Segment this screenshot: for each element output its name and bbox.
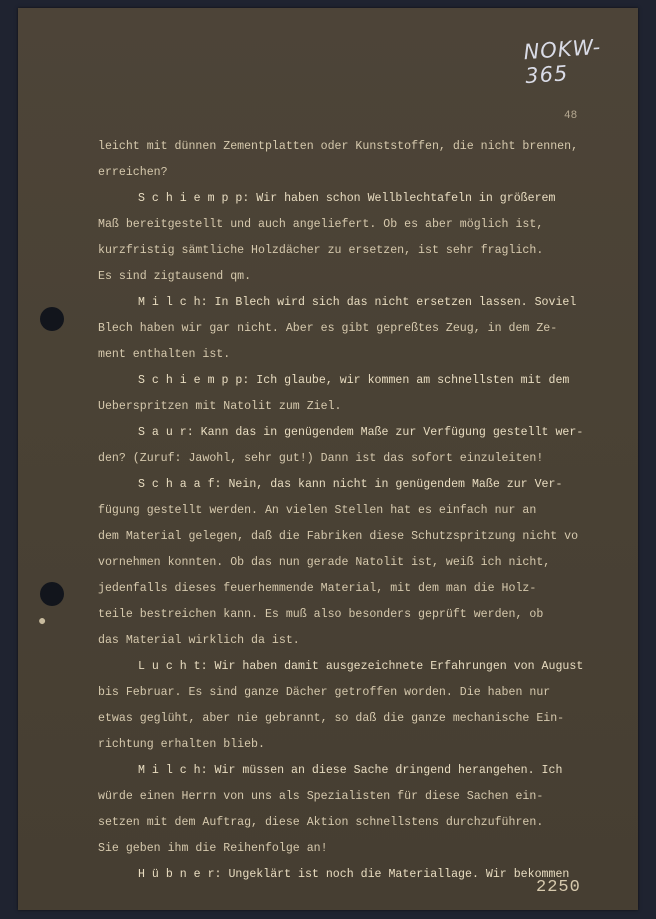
text-line: fügung gestellt werden. An vielen Stellen hat es einfach nur an [98,504,537,517]
text-line: teile bestreichen kann. Es muß also besonders geprüft werden, ob [98,608,544,621]
punch-hole-top [40,307,64,331]
text-line: setzen mit dem Auftrag, diese Aktion schnellstens durchzuführen. [98,816,544,829]
footer-number: 2250 [536,878,581,897]
text-line: M i l c h: Wir müssen an diese Sache dringend herangehen. Ich [138,764,563,777]
text-line: S c h a a f: Nein, das kann nicht in genügendem Maße zur Ver- [138,478,563,491]
text-line: etwas geglüht, aber nie gebrannt, so daß die ganze mechanische Ein- [98,712,565,725]
text-line: dem Material gelegen, daß die Fabriken diese Schutzspritzung nicht vo [98,530,579,543]
text-line: Ueberspritzen mit Natolit zum Ziel. [98,400,342,413]
text-line: Blech haben wir gar nicht. Aber es gibt gepreßtes Zeug, in dem Ze- [98,322,558,335]
text-line: S a u r: Kann das in genügendem Maße zur Verfügung gestellt wer- [138,426,584,439]
text-line: den? (Zuruf: Jawohl, sehr gut!) Dann ist das sofort einzuleiten! [98,452,544,465]
margin-mark: ● [38,614,47,630]
text-line: Sie geben ihm die Reihenfolge an! [98,842,328,855]
text-line: leicht mit dünnen Zementplatten oder Kunststoffen, die nicht brennen, [98,140,579,153]
text-line: S c h i e m p p: Wir haben schon Wellblechtafeln in größerem [138,192,556,205]
text-line: M i l c h: In Blech wird sich das nicht ersetzen lassen. Soviel [138,296,577,309]
punch-hole-bottom [40,582,64,606]
text-line: L u c h t: Wir haben damit ausgezeichnete Erfahrungen von August [138,660,584,673]
text-line: kurzfristig sämtliche Holzdächer zu ersetzen, ist sehr fraglich. [98,244,544,257]
text-line: bis Februar. Es sind ganze Dächer getroffen worden. Die haben nur [98,686,551,699]
text-line: richtung erhalten blieb. [98,738,265,751]
text-line: jedenfalls dieses feuerhemmende Material, mit dem man die Holz- [98,582,537,595]
text-line: ment enthalten ist. [98,348,231,361]
text-line: das Material wirklich da ist. [98,634,300,647]
text-line: H ü b n e r: Ungeklärt ist noch die Materiallage. Wir bekommen [138,868,570,881]
text-line: Maß bereitgestellt und auch angeliefert. Ob es aber möglich ist, [98,218,544,231]
document-page [18,8,638,910]
text-line: S c h i e m p p: Ich glaube, wir kommen am schnellsten mit dem [138,374,570,387]
page-number: 48 [564,110,578,122]
text-line: Es sind zigtausend qm. [98,270,252,283]
archive-stamp: NOKW-365 [522,34,602,89]
text-line: erreichen? [98,166,168,179]
text-line: vornehmen konnten. Ob das nun gerade Natolit ist, weiß ich nicht, [98,556,551,569]
text-line: würde einen Herrn von uns als Spezialisten für diese Sachen ein- [98,790,544,803]
